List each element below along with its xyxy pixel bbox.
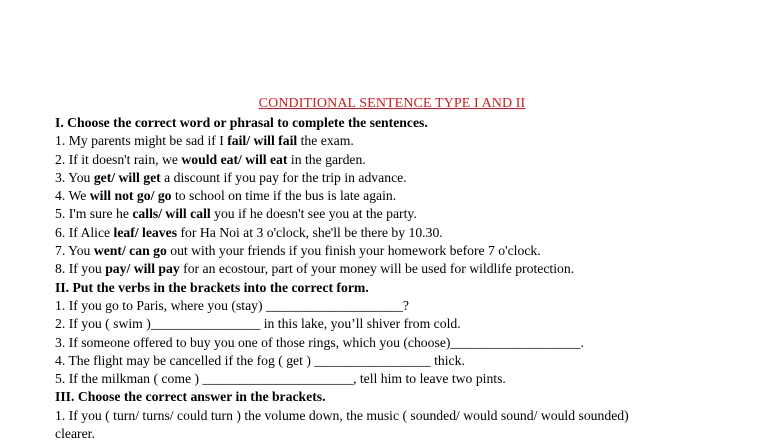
section-1-heading: I. Choose the correct word or phrasal to complete the sentences. [55, 115, 428, 130]
s1-item-5: 5. I'm sure he calls/ will call you if he doesn't see you at the party. [55, 206, 417, 222]
s2-item-2: 2. If you ( swim )________________ in this lake, you’ll shiver from cold. [55, 316, 461, 332]
s1-item-7: 7. You went/ can go out with your friends if you finish your homework before 7 o'clock. [55, 243, 541, 259]
s2-item-3: 3. If someone offered to buy you one of those rings, which you (choose)___________________. [55, 334, 584, 350]
s1-item-3: 3. You get/ will get a discount if you pay for the trip in advance. [55, 169, 407, 185]
s1-item-6: 6. If Alice leaf/ leaves for Ha Noi at 3 o'clock, she'll be there by 10.30. [55, 224, 443, 240]
s1-item-1: 1. My parents might be sad if I fail/ will fail the exam. [55, 133, 354, 149]
s2-item-4: 4. The flight may be cancelled if the fog ( get ) _________________ thick. [55, 352, 465, 368]
exercise-body [55, 114, 780, 443]
s2-item-5: 5. If the milkman ( come ) ______________________, tell him to leave two pints. [55, 371, 506, 387]
s1-item-2: 2. If it doesn't rain, we would eat/ will eat in the garden. [55, 151, 366, 167]
document-title: CONDITIONAL SENTENCE TYPE I AND II [258, 96, 526, 111]
section-2-heading: II. Put the verbs in the brackets into the correct form. [55, 279, 369, 295]
s3-item-1: 1. If you ( turn/ turns/ could turn ) the volume down, the music ( sounded/ would sound/ would sounded) [55, 407, 629, 423]
section-3-heading: III. Choose the correct answer in the brackets. [55, 389, 326, 405]
s3-item-1-cont: clearer. [55, 426, 95, 442]
s1-item-8: 8. If you pay/ will pay for an ecostour, part of your money will be used for wildlife protection. [55, 261, 575, 277]
s1-item-4: 4. We will not go/ go to school on time if the bus is late again. [55, 188, 397, 204]
s2-item-1: 1. If you go to Paris, where you (stay) ____________________? [55, 297, 409, 313]
